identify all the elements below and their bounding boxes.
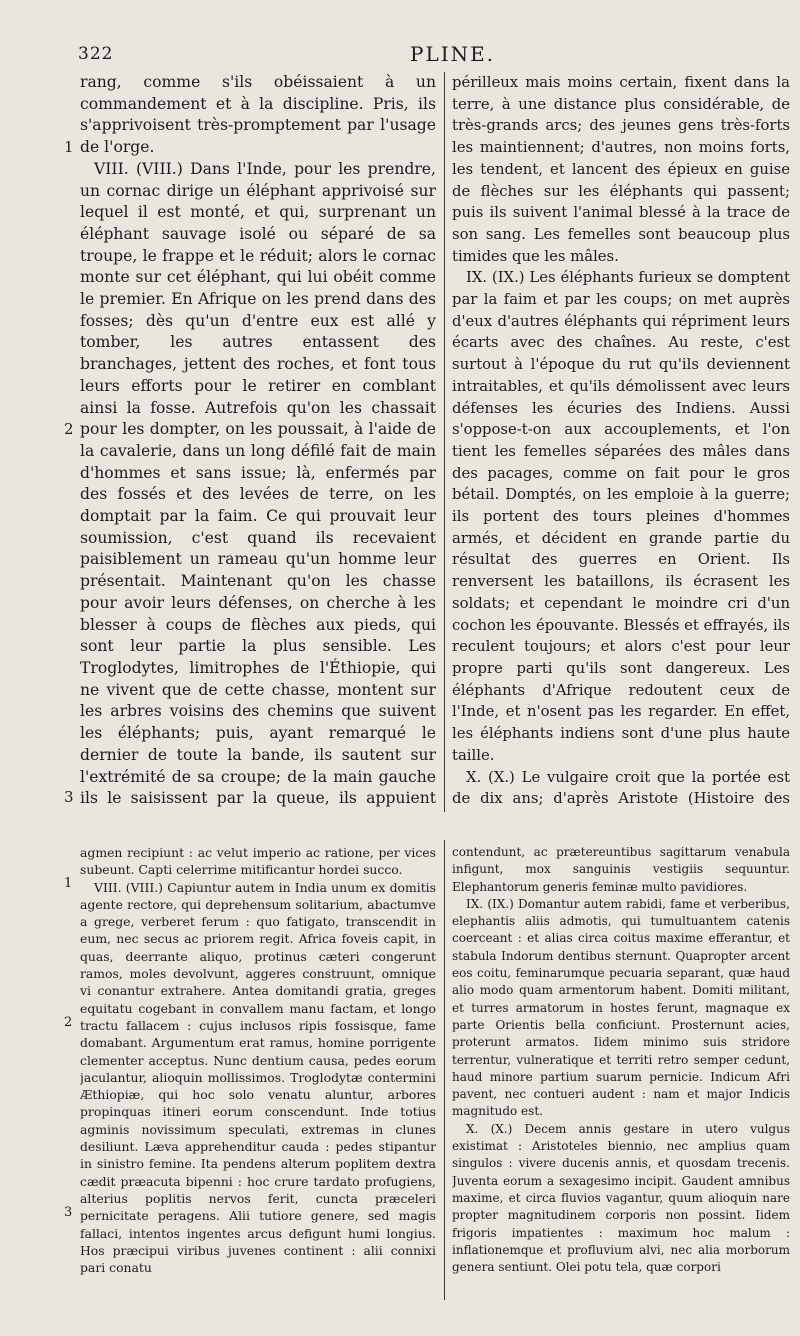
section-number: 3 (64, 1205, 73, 1220)
latin-text-right-column (452, 844, 790, 1300)
section-number: 1 (64, 876, 73, 891)
section-number: 2 (64, 420, 74, 438)
paragraph: VIII. (VIII.) Capiuntur autem in India unum ex domitis agente rectore, qui deprehensum solitarium, abactumve a grege, verberet ferum : quo fatigato, transcendit in eum, nec secus ac priorem regit. Africa foveis capit, in quas, deerrante aliquo, protinus cæteri congerunt ramos, moles devolvunt, aggeres construunt, omnique vi conantur extrahere. Antea domitandi gratia, greges equitatu cogebant in convallem manu factam, et longo tractu fallacem : cujus inclusos ripis fossisque, fame domabant. Argumentum erat ramus, homine porrigente clementer acceptus. Nunc dentium causa, pedes eorum jaculantur, alioquin mollissimos. Troglodytæ contermini Æthiopiæ, qui hoc solo venatu aluntur, arbores propinquas itineri eorum conscendunt. Inde totius agminis novissimum speculati, extremas in clunes desiliunt. Læva apprehenditur cauda : pedes stipantur in sinistro femine. Ita pendens alterum poplitem dextra cædit præacuta bipenni : hoc crure tardato profugiens, alterius poplitis nervos ferit, cuncta præceleri pernicitate peragens. Alii tutiore genere, sed magis fallaci, intentos ingentes arcus defigunt humi longius. Hos præcipui viribus juvenes continent : alii connixi pari conatu (80, 879, 436, 1276)
french-text-right-column (452, 72, 790, 812)
paragraph: IX. (IX.) Les éléphants furieux se domptent par la faim et par les coups; on met auprès d'eux d'autres éléphants qui répriment leurs écarts avec des chaînes. Au reste, c'est surtout à l'époque du rut qu'ils deviennent intraitables, et qu'ils démolissent avec leurs défenses les écuries des Indiens. Aussi s'oppose-t-on aux accouplements, et l'on tient les femelles séparées des mâles dans des pacages, comme on fait pour le gros bétail. Domptés, on les emploie à la guerre; ils portent des tours pleines d'hommes armés, et décident en grande partie du résultat des guerres en Orient. Ils renversent les bataillons, ils écrasent les soldats; et cependant le moindre cri d'un cochon les épouvante. Blessés et effrayés, ils reculent toujours; et alors c'est pour leur propre parti qu'ils sont dangereux. Les éléphants d'Afrique redoutent ceux de l'Inde, et n'osent pas les regarder. En effet, les éléphants indiens sont d'une plus haute taille. (452, 269, 790, 764)
paragraph: X. (X.) Decem annis gestare in utero vulgus existimat : Aristoteles biennio, nec amplius quam singulos : vivere ducenis annis, et quosdam trecenis. Juventa eorum a sexagesimo incipit. Gaudent amnibus maxime, et circa fluvios vagantur, quum alioquin nare propter magnitudinem corporis non possint. Iidem frigoris impatientes : maximum hoc malum : inflationemque et profluvium alvi, nec alia morborum genera sentiunt. Olei potu tela, quæ corpori (452, 1121, 790, 1275)
paragraph: X. (X.) Le vulgaire croit que la portée est de dix ans; d'après Aristote (Histoire des (452, 768, 790, 808)
paragraph: VIII. (VIII.) Dans l'Inde, pour les prendre, un cornac dirige un éléphant apprivoisé sur lequel il est monté, et qui, surprenant un éléphant sauvage isolé ou séparé de sa troupe, le frappe et le réduit; alors le cornac monte sur cet éléphant, qui lui obéit comme le premier. En Afrique on les prend dans des fosses; dès qu'un d'entre eux est allé y tomber, les autres entassent des branchages, jettent des roches, et font tous leurs efforts pour le retirer en comblant ainsi la fosse. Autrefois qu'on les chassait pour les dompter, on les poussait, à l'aide de la cavalerie, dans un long défilé fait de main d'hommes et sans issue; là, enfermés par des fossés et des levées de terre, on les domptait par la faim. Ce qui prouvait leur soumission, c'est quand ils recevaient paisiblement un rameau qu'un homme leur présentait. Maintenant qu'on les chasse pour avoir leurs défenses, on cherche à les blesser à coups de flèches aux pieds, qui sont leur partie la plus sensible. Les Troglodytes, limitrophes de l'Éthiopie, qui ne vivent que de cette chasse, montent sur les arbres voisins des chemins que suivent les éléphants; puis, ayant remarqué le dernier de toute la bande, ils sautent sur l'extrémité de sa croupe; de la main gauche ils le saisissent par la queue, ils appuient (80, 159, 436, 808)
paragraph: IX. (IX.) Domantur autem rabidi, fame et verberibus, elephantis aliis admotis, qui tumultuantem catenis coerceant : et alias circa coitus maxime efferantur, et stabula Indorum dentibus sternunt. Quapropter arcent eos coitu, feminarumque pecuaria separant, quæ haud alio modo quam armentorum habent. Domiti militant, et turres armatorum in hostes ferunt, magnaque ex parte Orientis bella conficiunt. Prosternunt acies, proterunt armatos. Iidem minimo suis stridore terrentur, vulneratique et territi retro semper cedunt, haud minore partium suarum pernicie. Indicum Afri pavent, nec contueri audent : nam et major Indicis magnitudo est. (452, 896, 790, 1119)
section-number: 2 (64, 1015, 73, 1030)
page-number: 322 (78, 44, 114, 64)
latin-text-left-column (80, 844, 436, 1300)
section-number: 3 (64, 788, 74, 806)
french-text-left-column (80, 72, 436, 812)
paragraph: contendunt, ac prætereuntibus sagittarum venabula infigunt, mox sanguinis vestigiis sequuntur. Elephantorum generis feminæ multo pavidiores. (452, 845, 790, 894)
running-title: PLINE. (410, 42, 496, 66)
column-divider (444, 72, 445, 812)
section-number: 1 (64, 138, 74, 156)
paragraph: périlleux mais moins certain, fixent dans la terre, à une distance plus considérable, de très-grands arcs; des jeunes gens très-forts les maintiennent; d'autres, non moins forts, les tendent, et lancent des épieux en guise de flèches sur les éléphants qui passent; puis ils suivent l'animal blessé à la trace de son sang. Les femelles sont beaucoup plus timides que les mâles. (452, 74, 790, 265)
paragraph: agmen recipiunt : ac velut imperio ac ratione, per vices subeunt. Capti celerrime mitificantur hordei succo. (80, 845, 436, 878)
column-divider (444, 840, 445, 1300)
paragraph: rang, comme s'ils obéissaient à un commandement et à la discipline. Pris, ils s'apprivoisent très-promptement par l'usage de l'orge. (80, 73, 436, 157)
